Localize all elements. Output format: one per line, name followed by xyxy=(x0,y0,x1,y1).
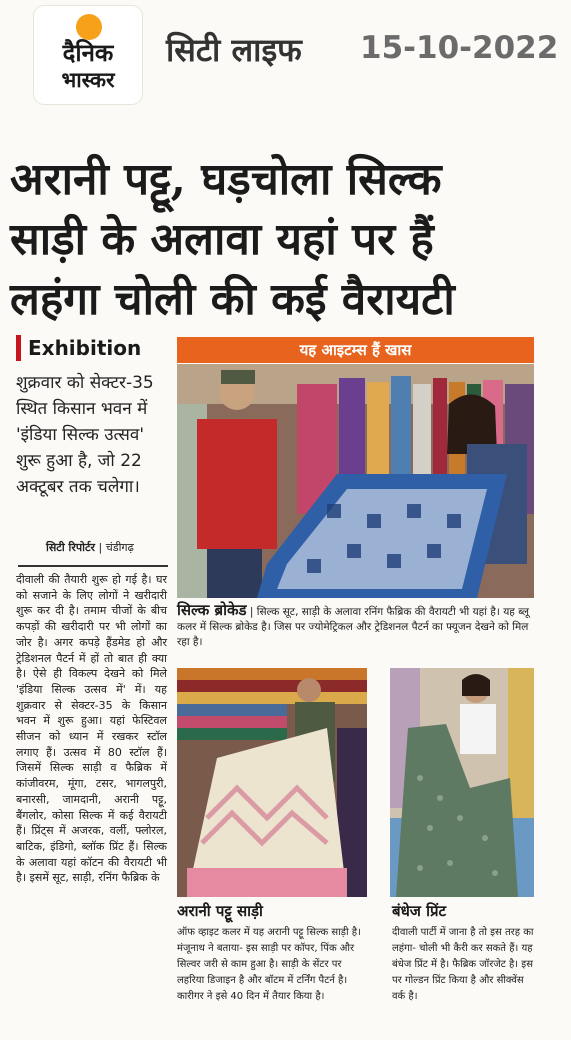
arani-text: ऑफ व्हाइट कलर में यह अरानी पट्टू सिल्क साड़ी है। मंजूनाथ ने बताया- इस साड़ी पर कॉपर, पिंक और सिल्वर जरी से काम हुआ है। साड़ी के सेंटर पर लहरिया डिजाइन है और बॉटम में टर्निंग पैटर्न है। कारीगर ने इसे 40 दिन में तैयार किया है। xyxy=(177,927,361,1002)
tag-label: Exhibition xyxy=(28,336,142,360)
article-body: दीवाली की तैयारी शुरू हो गई है। घर को सजाने के लिए लोगों ने खरीदारी शुरू कर दी है। तमाम चीजों के बीच कपड़ों की खरीदारी पर भी लोगों का जोर है। अगर कपड़े हैंडमेड हो और ट्रेडिशनल पैटर्न में हों तो बात ही क्या है। ऐसे ही विकल्प देखने को मिले 'इंडिया सिल्क उत्सव में' में। यह शुक्रवार से सेक्टर-35 के किसान भवन में शुरू हुआ। यहां फेस्टिवल सीजन को ध्यान में रखकर स्टॉल लगाए हैं। उत्सव में 80 स्टॉल हैं। जिसमें सिल्क साड़ी व फैब्रिक में कांजीवरम, मूंगा, टसर, भागलपुरी, बनारसी, जामदानी, अरानी पट्टू, बैंगलोर, कोसा सिल्क में कई वैरायटी हैं। प्रिंट्स में अजरक, वर्ली, फ्लोरल, बाटिक, इंडिगो, ब्लॉक प्रिंट हैं। सिल्क के अलावा यहां कॉटन की वैरायटी भी है। इसमें सूट, साड़ी, रनिंग फैब्रिक के xyxy=(16,573,167,885)
brocade-text: | सिल्क सूट, साड़ी के अलावा रनिंग फैब्रिक की वैरायटी भी यहां है। यह ब्लू कलर में सिल्क ब्रोकेड है। जिस पर ज्योमेट्रिकल और ट्रेडिशनल पैटर्न का फ्यूजन देखने को मिल रहा है। xyxy=(177,606,529,648)
arani-pattu-saree-photo xyxy=(177,668,367,897)
bandhej-text: दीवाली पार्टी में जाना है तो इस तरह का लहंगा- चोली भी कैरी कर सकते हैं। यह बंधेज प्रिंट में है। फैब्रिक जॉरजेट है। इस पर गोल्डन प्रिंट किया है और सीक्वेंस वर्क है। xyxy=(392,927,534,1002)
byline-city: चंडीगढ़ xyxy=(105,541,134,554)
headline-line-3: लहंगा चोली की कई वैरायटी xyxy=(10,274,455,325)
arani-title: अरानी पट्टू साड़ी xyxy=(177,902,263,920)
bandhej-title: बंधेज प्रिंट xyxy=(392,902,447,920)
brocade-caption xyxy=(177,603,537,650)
section-name: सिटी लाइफ xyxy=(166,31,302,69)
byline-reporter: सिटी रिपोर्टर xyxy=(46,541,95,554)
logo-line-1: दैनिक xyxy=(62,39,114,67)
brocade-title: सिल्क ब्रोकेड xyxy=(177,601,247,619)
bandhej-print-photo xyxy=(390,668,534,897)
logo-line-2: भास्कर xyxy=(61,68,115,92)
headline xyxy=(10,150,562,330)
publication-date: 15-10-2022 xyxy=(360,30,559,66)
sun-icon xyxy=(76,14,102,40)
tag-bar xyxy=(16,335,21,361)
headline-line-2: साड़ी के अलावा यहां पर हैं xyxy=(10,214,434,265)
column-rule xyxy=(18,565,168,567)
intro-text: शुक्रवार को सेक्टर-35 स्थित किसान भवन में 'इंडिया सिल्क उत्सव' शुरू हुआ है, जो 22 अक्टूबर तक चलेगा। xyxy=(16,373,154,497)
headline-line-1: अरानी पट्टू, घड़चोला सिल्क xyxy=(10,154,442,205)
items-banner: यह आइटम्स हैं खास xyxy=(177,337,534,363)
byline: सिटी रिपोर्टर | चंडीगढ़ xyxy=(46,541,134,554)
dainik-bhaskar-logo xyxy=(34,6,142,104)
silk-brocade-photo xyxy=(177,364,534,598)
